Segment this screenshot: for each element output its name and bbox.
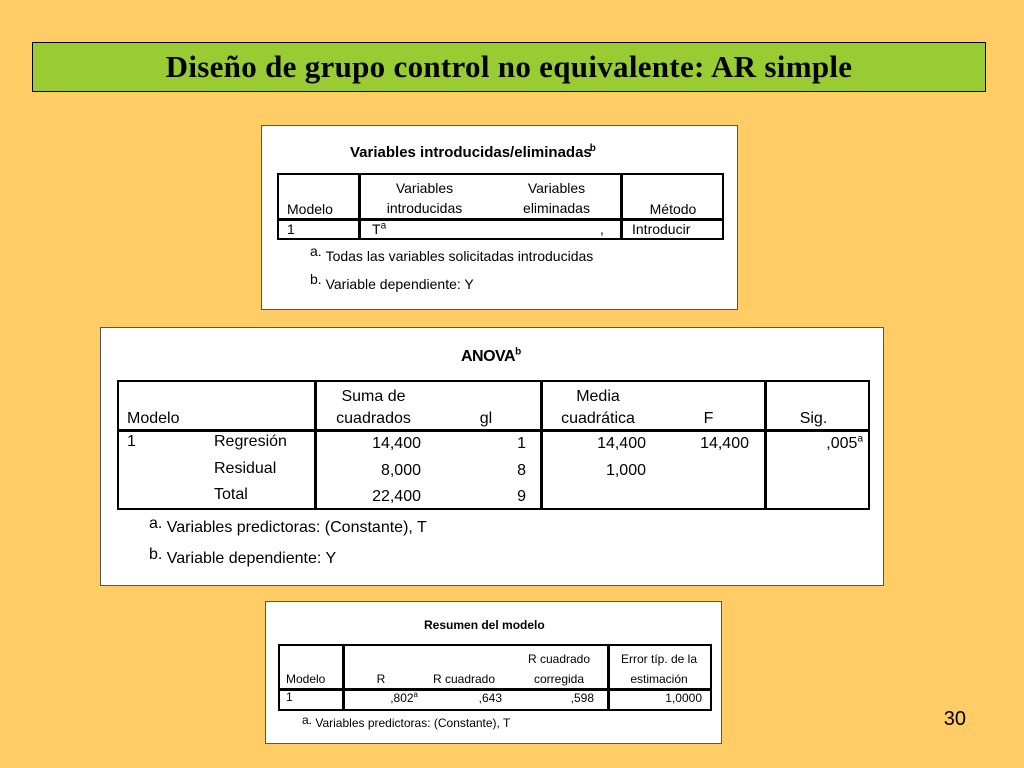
anova-header-media-2: cuadrática	[561, 410, 635, 427]
summary-header-modelo: Modelo	[286, 672, 326, 686]
row-introducidas: $T^a$	[372, 220, 387, 237]
summary-table-title: Resumen del modelo	[424, 618, 545, 632]
variables-table-title: Variables introducidas/eliminadas$^b$	[350, 143, 596, 161]
anova-header-suma-2: cuadrados	[336, 410, 411, 427]
row-eliminadas: ,	[600, 221, 604, 237]
anova-row-f: 14,400	[700, 435, 749, 452]
anova-row-label: Residual	[214, 460, 277, 477]
summary-header-r2c-1: R cuadrado	[527, 652, 591, 666]
summary-header-err-2: estimación	[630, 672, 688, 686]
note-b: b. Variable dependiente: Y	[310, 271, 474, 292]
anova-header-sig: Sig.	[799, 410, 828, 427]
anova-row-gl: 1	[517, 435, 526, 452]
anova-row-media: 1,000	[605, 462, 646, 479]
summary-header-r2c-2: corregida	[533, 672, 585, 686]
anova-row-media: 14,400	[597, 435, 646, 452]
slide-title-box	[32, 42, 986, 92]
summary-row-r: ,802$^a$	[390, 690, 418, 705]
anova-note-a: a. Variables predictoras: (Constante), T	[149, 515, 427, 536]
anova-row-gl: 8	[517, 462, 526, 479]
anova-row-suma: 14,400	[372, 435, 421, 452]
anova-header-gl: gl	[479, 410, 493, 427]
anova-note-b: b. Variable dependiente: Y	[149, 546, 337, 567]
header-metodo: Método	[649, 201, 697, 217]
anova-header-modelo: Modelo	[127, 410, 180, 427]
summary-row-modelo: 1	[286, 690, 293, 704]
header-eliminadas-2: eliminadas	[523, 200, 590, 216]
anova-row-sig: ,005$^a$	[826, 433, 863, 452]
summary-table-panel	[265, 601, 722, 744]
anova-header-suma-1: Suma de	[341, 388, 406, 405]
anova-table-title: ANOVA$^b$	[461, 346, 521, 365]
note-a: a. Todas las variables solicitadas introducidas	[310, 243, 594, 264]
summary-note-a: a. Variables predictoras: (Constante), T	[302, 713, 511, 730]
anova-model-number: 1	[127, 433, 136, 450]
row-modelo: 1	[287, 221, 295, 237]
anova-table-panel	[100, 327, 884, 586]
summary-header-r: R	[376, 672, 386, 686]
anova-row-label: Total	[214, 486, 248, 503]
header-modelo: Modelo	[287, 201, 333, 217]
variables-table-panel	[261, 125, 738, 310]
summary-row-error: 1,0000	[665, 691, 702, 705]
summary-row-r2c: ,598	[570, 691, 594, 705]
anova-row-suma: 22,400	[372, 488, 421, 505]
summary-header-err-1: Error típ. de la	[620, 652, 698, 666]
anova-row-label: Regresión	[214, 433, 287, 450]
header-introducidas-1: Variables	[395, 180, 454, 196]
anova-header-media-1: Media	[576, 388, 620, 405]
page-number: 30	[943, 708, 966, 730]
anova-row-gl: 9	[517, 488, 526, 505]
summary-header-r-cuadrado: R cuadrado	[432, 672, 496, 686]
header-eliminadas-1: Variables	[527, 180, 586, 196]
row-metodo: Introducir	[632, 221, 691, 237]
anova-row-suma: 8,000	[380, 462, 421, 479]
summary-row-r-cuadrado: ,643	[478, 691, 502, 705]
header-introducidas-2: introducidas	[386, 200, 463, 216]
slide-title: Diseño de grupo control no equivalente: AR simple	[165, 49, 853, 84]
anova-header-f: F	[703, 410, 714, 427]
